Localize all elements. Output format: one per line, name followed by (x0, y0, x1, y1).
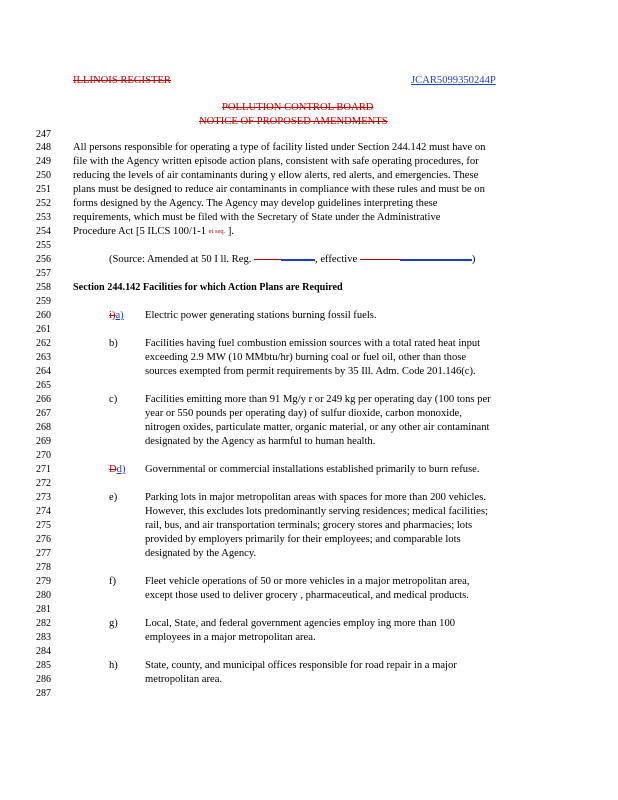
item-text: employees in a major metropolitan area. (145, 632, 316, 643)
intro-line: forms designed by the Agency. The Agency may develop guidelines interpreting these (73, 198, 438, 209)
line-number: 261 (36, 324, 51, 336)
source-blank-red (254, 258, 281, 260)
line-number: 268 (36, 422, 51, 434)
line-number: 259 (36, 296, 51, 308)
item-text: Electric power generating stations burning fossil fuels. (145, 310, 377, 321)
line-number: 247 (36, 128, 51, 140)
line-number: 282 (36, 617, 51, 629)
line-number: 285 (36, 659, 51, 671)
item-text: State, county, and municipal offices responsible for road repair in a major (145, 660, 457, 671)
item-label: f) (109, 576, 117, 587)
line-number: 249 (36, 156, 51, 168)
line-number: 265 (36, 380, 51, 392)
line-number: 281 (36, 603, 51, 615)
new-label: a) (115, 310, 124, 321)
item-text: Facilities emitting more than 91 Mg/y r or 249 kg per operating day (100 tons per (145, 394, 491, 405)
item-text: Governmental or commercial installations established primarily to burn refuse. (145, 464, 480, 475)
line-number: 255 (36, 240, 51, 252)
line-number: 250 (36, 170, 51, 182)
section-title: Section 244.142 Facilities for which Action Plans are Required (73, 282, 343, 293)
effective-blank-blue (400, 258, 472, 261)
item-text: rail, bus, and air transportation terminals; grocery stores and pharmacies; lots (145, 520, 473, 531)
item-text: Facilities having fuel combustion emission sources with a total rated heat input (145, 338, 481, 349)
et-seq: et seq. (208, 228, 226, 235)
effective-blank-red (360, 258, 400, 260)
line-number: 278 (36, 561, 51, 573)
item-label: g) (109, 618, 118, 629)
source-note (109, 253, 475, 267)
line-number: 280 (36, 589, 51, 601)
item-label: e) (109, 492, 118, 503)
intro-last-text: Procedure Act [5 ILCS 100/1-1 (73, 226, 209, 237)
item-text: exceeding 2.9 MW (10 MMbtu/hr) burning coal or fuel oil, other than those (145, 352, 467, 363)
line-number: 257 (36, 268, 51, 280)
line-number: 263 (36, 352, 51, 364)
line-number: 283 (36, 631, 51, 643)
line-number: 271 (36, 464, 51, 476)
item-text: except those used to deliver grocery , pharmaceutical, and medical products. (145, 590, 469, 601)
new-label: d) (116, 464, 126, 475)
line-number: 269 (36, 436, 51, 448)
line-number: 256 (36, 254, 51, 266)
line-number: 252 (36, 198, 51, 210)
line-number: 266 (36, 394, 51, 406)
intro-last-end: ]. (225, 226, 235, 237)
item-text: Local, State, and federal government agencies employ ing more than 100 (145, 618, 456, 629)
line-number: 262 (36, 338, 51, 350)
item-label: b) (109, 338, 118, 349)
intro-line: All persons responsible for operating a type of facility listed under Section 244.142 must have on (73, 142, 486, 153)
line-number: 279 (36, 575, 51, 587)
item-text: metropolitan area. (145, 674, 223, 685)
item-text: provided by employers primarily for their employees; and comparable lots (145, 534, 461, 545)
line-number: 267 (36, 408, 51, 420)
line-number: 270 (36, 450, 51, 462)
item-text: year or 550 pounds per operating day) of sulfur dioxide, carbon monoxide, (145, 408, 462, 419)
item-label: h) (109, 660, 118, 671)
item-text: designated by the Agency as harmful to human health. (145, 436, 376, 447)
line-number: 264 (36, 366, 51, 378)
jcar-code: JCAR5099350244P (411, 75, 496, 86)
item-label (109, 463, 125, 477)
item-text: designated by the Agency. (145, 548, 257, 559)
line-number: 274 (36, 505, 51, 517)
line-number: 286 (36, 673, 51, 685)
line-number: 272 (36, 478, 51, 489)
notice-title: NOTICE OF PROPOSED AMENDMENTS (199, 116, 388, 127)
line-number: 284 (36, 645, 51, 657)
item-label: c) (109, 394, 118, 405)
intro-line: file with the Agency written episode action plans, consistent with safe operating procedures, for (73, 156, 479, 167)
line-number: 275 (36, 519, 51, 531)
item-text: Fleet vehicle operations of 50 or more vehicles in a major metropolitan area, (145, 576, 470, 587)
board-name: POLLUTION CONTROL BOARD (222, 102, 374, 113)
source-pre: (Source: Amended at 50 I ll. Reg. (109, 254, 255, 265)
line-number: 277 (36, 547, 51, 559)
line-number: 287 (36, 687, 51, 699)
line-number: 248 (36, 142, 51, 154)
item-text: However, this excludes lots predominantly serving residences; medical facilities; (145, 506, 488, 517)
intro-line: plans must be designed to reduce air contaminants in compliance with these rules and must be on (73, 184, 485, 195)
item-text: sources exempted from permit requirements by 35 Ill. Adm. Code 201.146(c). (145, 366, 476, 377)
source-mid: , effective (315, 254, 360, 265)
old-label: D (109, 464, 117, 475)
line-number: 253 (36, 212, 51, 224)
intro-line: requirements, which must be filed with the Secretary of State under the Administrative (73, 212, 441, 223)
intro-line (73, 225, 234, 239)
source-blank-blue (281, 258, 315, 261)
line-number: 251 (36, 184, 51, 196)
line-number: 258 (36, 282, 51, 294)
item-label (109, 309, 124, 323)
source-post: ) (471, 254, 476, 265)
item-text: Parking lots in major metropolitan areas with spaces for more than 200 vehicles. (145, 492, 486, 503)
old-label: i) (109, 310, 116, 321)
intro-line: reducing the levels of air contaminants during y ellow alerts, red alerts, and emergencies. These (73, 170, 479, 181)
line-number: 260 (36, 310, 51, 322)
item-text: nitrogen oxides, particulate matter, organic material, or any other air contaminant (145, 422, 490, 433)
line-number: 254 (36, 226, 51, 238)
register-title: ILLINOIS REGISTER (73, 75, 171, 86)
line-number: 276 (36, 533, 51, 545)
line-number: 273 (36, 491, 51, 503)
